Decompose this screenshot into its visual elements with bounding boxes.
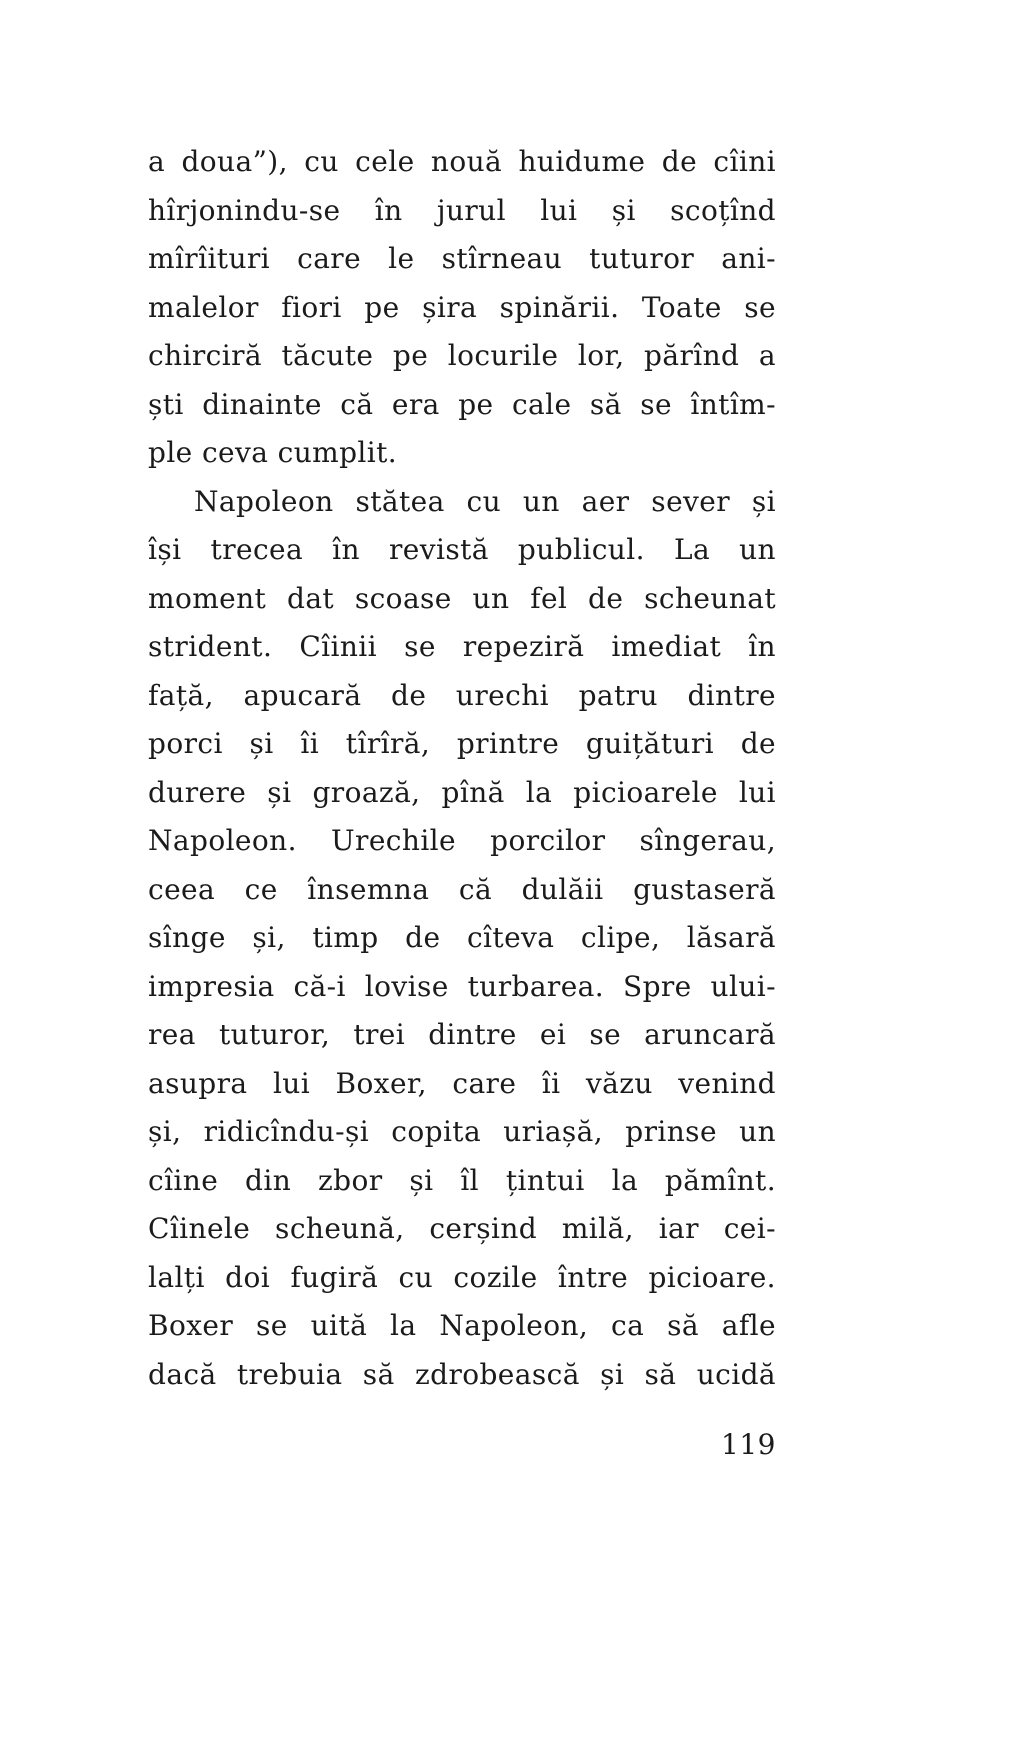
text-line: chirciră tăcute pe locurile lor, părînd a: [148, 339, 776, 372]
text-line: rea tuturor, trei dintre ei se aruncară: [148, 1018, 776, 1051]
text-line: Boxer se uită la Napoleon, ca să afle: [148, 1309, 776, 1342]
text-line: impresia că-i lovise turbarea. Spre ului-: [148, 969, 776, 1003]
page-text: [148, 138, 776, 1399]
text-line: ști dinainte că era pe cale să se întîm-: [148, 387, 776, 421]
text-line: strident. Cîinii se repeziră imediat în: [148, 630, 776, 663]
text-line: ple ceva cumplit.: [148, 436, 398, 469]
text-line: sînge și, timp de cîteva clipe, lăsară: [148, 921, 776, 954]
text-line: a doua”), cu cele nouă huidume de cîini: [148, 145, 776, 178]
text-line: își trecea în revistă publicul. La un: [148, 533, 776, 566]
text-line: față, apucară de urechi patru dintre: [148, 678, 776, 712]
text-line: dacă trebuia să zdrobească și să ucidă: [148, 1357, 776, 1391]
text-line: porci și îi tîrîră, printre guițături de: [148, 727, 776, 760]
page-number: 119: [721, 1428, 776, 1461]
text-line: Cîinele scheună, cerșind milă, iar cei-: [148, 1212, 776, 1245]
text-line: malelor fiori pe șira spinării. Toate se: [148, 290, 776, 324]
text-line: Napoleon stătea cu un aer sever și: [194, 484, 776, 518]
text-line: și, ridicîndu-și copita uriașă, prinse un: [148, 1115, 776, 1148]
text-line: ceea ce însemna că dulăii gustaseră: [148, 872, 776, 906]
text-line: hîrjonindu-se în jurul lui și scoțînd: [148, 193, 776, 227]
text-line: moment dat scoase un fel de scheunat: [148, 581, 776, 615]
text-line: mîrîituri care le stîrneau tuturor ani-: [148, 242, 776, 275]
text-line: cîine din zbor și îl țintui la pămînt.: [148, 1163, 776, 1197]
text-line: lalți doi fugiră cu cozile între picioare.: [148, 1260, 776, 1294]
text-line: asupra lui Boxer, care îi văzu venind: [148, 1066, 776, 1100]
text-line: durere și groază, pînă la picioarele lui: [148, 775, 776, 809]
text-line: Napoleon. Urechile porcilor sîngerau,: [148, 824, 776, 857]
